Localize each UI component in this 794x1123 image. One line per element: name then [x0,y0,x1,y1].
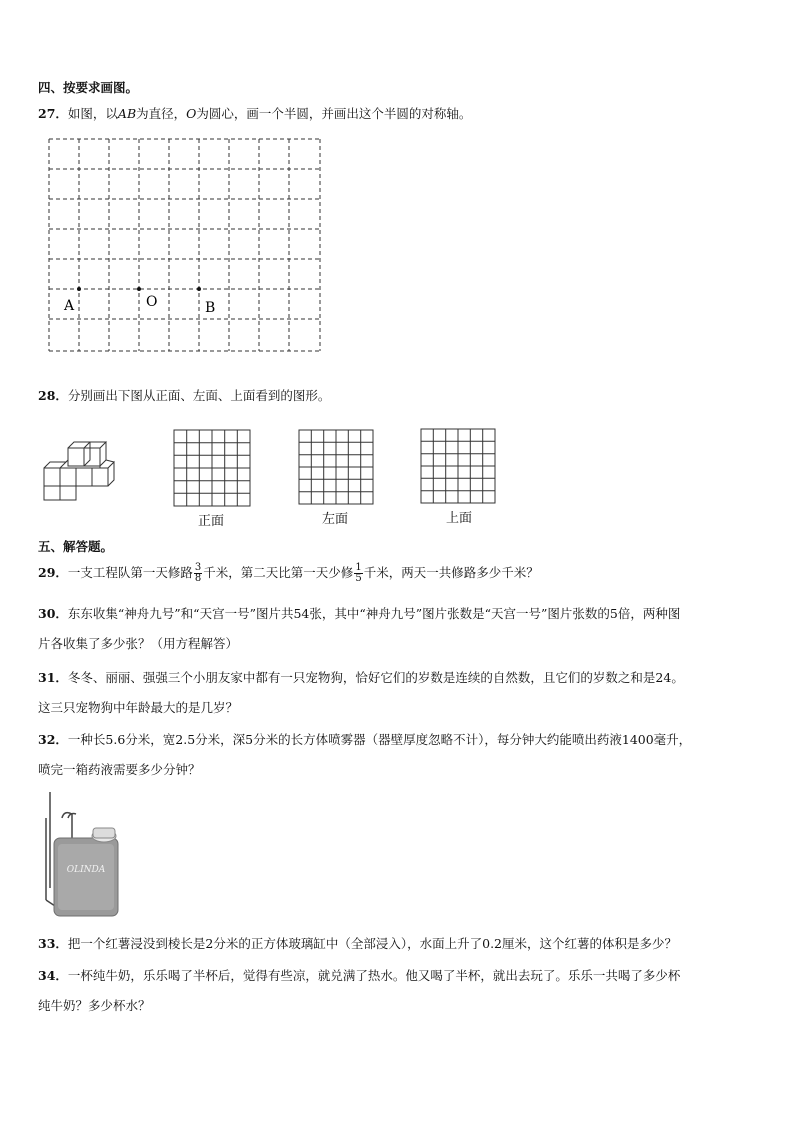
variable-ab: AB [117,106,137,121]
top-view-grid [420,428,498,508]
sprayer-tank-face [58,844,114,910]
question-32 [38,730,691,748]
question-text: 分别画出下图从正面、左面、上面看到的图形。 [67,388,331,403]
fraction-three-eighths [194,563,202,584]
sprayer-brand-label: OLINDA [66,865,106,875]
section-four-heading: 四、按要求画图。 [38,80,139,95]
question-number: 34． [38,968,68,983]
dashed-grid [48,138,324,354]
variable-o: O [186,106,197,121]
question-number: 30． [38,606,68,621]
fraction-one-fifth [354,563,362,584]
grid-lines [299,430,373,504]
question-number: 29． [38,565,68,580]
cube-edges [44,442,114,500]
question-text: 为直径， [136,106,187,121]
question-text: 千米，两天一共修路多少千米？ [363,565,539,580]
question-28 [38,386,330,404]
grid-lines [49,139,320,351]
left-view-grid [298,429,376,509]
question-34 [38,966,680,984]
question-number: 27． [38,106,68,121]
question-text: 如图，以 [67,106,118,121]
point-a [77,287,81,291]
question-text: 一支工程队第一天修路 [67,565,193,580]
cube-stack-figure [40,432,124,504]
question-29 [38,558,539,588]
left-view-label: 左面 [322,512,349,527]
question-31-continuation: 这三只宠物狗中年龄最大的是几岁？ [38,700,239,715]
question-31 [38,668,684,686]
question-number: 31． [38,670,68,685]
fraction-numerator: 3 [194,562,202,573]
sprayer-lid [93,828,115,838]
question-30-continuation: 片各收集了多少张？（用方程解答） [38,636,239,651]
question-number: 28． [38,388,68,403]
front-view-label: 正面 [198,514,225,529]
question-number: 32． [38,732,68,747]
question-number: 33． [38,936,68,951]
question-34-continuation: 纯牛奶？多少杯水？ [38,998,151,1013]
grid-lines [174,430,250,506]
sprayer-illustration [38,788,130,920]
top-view-label: 上面 [446,511,473,526]
question-text: 一杯纯牛奶，乐乐喝了半杯后，觉得有些凉，就兑满了热水。他又喝了半杯，就出去玩了。乐乐一共喝了多少杯 [67,968,681,983]
grid-lines [421,429,495,503]
question-32-continuation: 喷完一箱药液需要多少分钟？ [38,762,201,777]
question-33 [38,934,677,952]
label-b: B [205,300,216,316]
label-a: A [64,298,75,314]
fraction-denominator: 5 [355,573,362,584]
question-text: 千米，第二天比第一天少修 [203,565,354,580]
point-b [197,287,201,291]
label-o: O [146,294,158,310]
point-o [137,287,141,291]
question-text: 把一个红薯浸没到棱长是2分米的正方体玻璃缸中（全部浸入），水面上升了0.2厘米，这个红薯的体积是多少？ [67,936,677,951]
fraction-numerator: 1 [355,562,362,573]
section-five-heading: 五、解答题。 [38,539,114,554]
question-text: 冬冬、丽丽、强强三个小朋友家中都有一只宠物狗，恰好它们的岁数是连续的自然数，且它们的岁数之和是24。 [67,670,684,685]
question-text: 为圆心，画一个半圆，并画出这个半圆的对称轴。 [196,106,472,121]
fraction-denominator: 8 [194,573,202,584]
front-view-grid [173,429,253,509]
question-text: 东东收集“神舟九号”和“天宫一号”图片共54张，其中“神舟九号”图片张数是“天宫一号”图片张数的5倍，两种图 [67,606,681,621]
question-30 [38,604,680,622]
question-text: 一种长5.6分米，宽2.5分米，深5分米的长方体喷雾器（器壁厚度忽略不计），每分钟大约能喷出药液1400毫升， [67,732,692,747]
question-27 [38,104,471,122]
